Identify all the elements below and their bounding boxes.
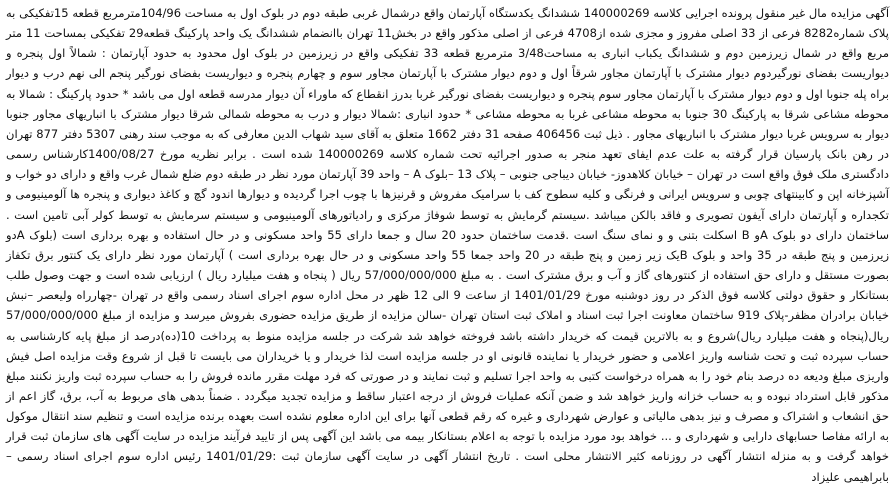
notice-body-text: آگهی مزایده مال غیر منقول پرونده اجرایی کلاسه 140000269 ششدانگ یکدستگاه آپارتمان واقع درشمال غربی طبقه دوم در بلوک اول به مساحت 104/96مترمربع قطعه 15تفکیکی به پلاک شماره8282 فرعی از 33 اصلی مفروز و مجزی شده از4708 فرعی از اصلی مذکور واقع در بخش11 تهران باانضمام ششدانگ یک واحد پارکینگ قطعه29 تفکیکی بمساحت 11 متر مربع واقع در شمال زیرزمین دوم و ششدانگ یکباب انباری به مساحت3/48 مترمربع قطعه 33 تفکیکی واقع در زیرزمین در بلوک اول محدود به حدود آپارتمان : شمالاً اول پنجره و دیواریست بفضای نورگیردوم دیوار مشترک با آپارتمان مجاور شرقاً اول و دوم دیوار مشترک با آپارتمان مجاور سوم و چهارم پنجره و دیواریست بفضای نورگیر پنجم الی نهم درب و دیوار براه پله جنوبا اول و دوم دیوار مشترک با آپارتمان مجاور سوم پنجره و دیواریست بفضای نورگیر غربا بدرز انقطاع که ماوراء آن دیوار مدرسه قطعه اول می باشد * حدود پارکینگ : شمالا به محوطه مشاعی شرقا به پارکینگ 30 جنوبا به محوطه مشاعی غربا به محوطه مشاعی * حدود انباری :شمالا دیوار و درب به محوطه شمالی شرقا دیوار مشترک با انباریهای مجاور جنوبا دیوار به سرویس غربا دیوار مشترک با انباریهای مجاور . ذیل ثبت 406456 صفحه 31 دفتر 1662 متعلق به آقای سید شهاب الدین معارفی که به موجب سند رهنی 5307 دفتر 877 تهران در رهن بانک پارسیان قرار گرفته به علت عدم ایفای تعهد منجر به صدور اجرائیه تحت شماره کلاسه 140000269 شده است . برابر نظریه مورخ 1400/08/27کارشناس رسمی دادگستری ملک فوق واقع است در تهران – خیابان کلاهدوز- خیابان دیباجی جنوبی – پلاک 13 –بلوک A – واحد 39 آپارتمان مورد نظر در طبقه دوم ضلع شمال غرب واقع و دارای دو خواب و آشپزخانه اپن و کابینتهای چوبی و سرویس ایرانی و فرنگی و کلیه سطوح کف با سرامیک مفروش و قرنیزها با چوب اجرا گردیده و دیوارها اندود گچ و کاغذ دیواری و پنجره ها آلومینیومی و تکجداره و آپارتمان دارای آیفون تصویری و فاقد بالکن میباشد .سیستم گرمایش به توسط شوفاژ مرکزی و رادیاتورهای آلومینیومی و سیستم سرمایش به توسط کولر آبی تامین است . ساختمان دارای دو بلوک Aو B اسکلت بتنی و و نمای سنگ است .قدمت ساختمان حدود 20 سال و جمعا دارای 55 واحد مسکونی و در حال استفاده و بهره برداری است (بلوک Aدو زیرزمین و پنج طبقه در 35 واحد و بلوک Bیک زیر زمین و پنج طبقه در 20 واحد جمعا 55 واحد مسکونی و در حال بهره برداری است ) آپارتمان مورد نظر دارای یک کنتور برق تکفاز بصورت مستقل و دارای حق استفاده از کنتورهای گاز و آب و برق مشترک است . به مبلغ 57/000/000/000 ریال ( پنجاه و هفت میلیارد ریال ) ارزیابی شده است و جهت وصول طلب بستانکار و حقوق دولتی کلاسه فوق الذکر در روز دوشنبه مورخ 1401/01/29 از ساعت 9 الی 12 ظهر در محل اداره سوم اجرای اسناد رسمی واقع در تهران -چهارراه ولیعصر –نبش خیابان برادران مظفر-پلاک 919 ساختمان معاونت اجرا ثبت اسناد و املاک ثبت استان تهران -سالن مزایده از طریق مزایده حضوری بفروش میرسد و مزایده از مبلغ 57/000/000/000 ریال(پنجاه و هفت میلیارد ریال)شروع و به بالاترین قیمت که خریدار داشته باشد فروخته خواهد شد شرکت در جلسه مزایده منوط به پرداخت 10(ده)درصد از مبلغ پایه کارشناسی به حساب سپرده ثبت و تحت شناسه واریز اعلامی و حضور خریدار یا نماینده قانونی او در جلسه مزایده است لذا خریدار و یا خریداران می بایست تا قبل از شروع وقت مزایده اصل فیش واریزی مبلغ ودیعه ده درصد بنام خود را به همراه درخواست کتبی به واحد اجرا تسلیم و ثبت نمایند و در صورتی که فرد مهلت مقرر مانده فروش را به حساب سپرده ثبت واریز نکنند مبلغ مذکور قابل استرداد نبوده و به حساب خزانه واریز خواهد شد و ضمن آنکه عملیات فروش از درجه اعتبار ساقط و مزایده تجدید میگردد . ضمناً بدهی های مربوط به آب، برق، گاز اعم از حق انشعاب و اشتراک و مصرف و نیز بدهی مالیاتی و عوارض شهرداری و غیره که رقم قطعی آنها برای این اداره معلوم نشده است بعهده برنده مزایده است و تنظیم سند انتقال موکول به ارائه مفاصا حسابهای دارایی و شهرداری و ... خواهد بود مورد مزایده با توجه به اعلام بستانکار بیمه می باشد این آگهی پس از تایید فرآیند مزایده در سایت آگهی های سازمان ثبت قرار خواهد گرفت و به منزله انتشار آگهی در روزنامه کثیر الانتشار محلی است . تاریخ انتشار آگهی در سایت آگهی سازمان ثبت :1401/01/29 رئیس اداره سوم اجرای اسناد رسمی – بابراهیمی علیزاد — [6, 6, 890, 484]
